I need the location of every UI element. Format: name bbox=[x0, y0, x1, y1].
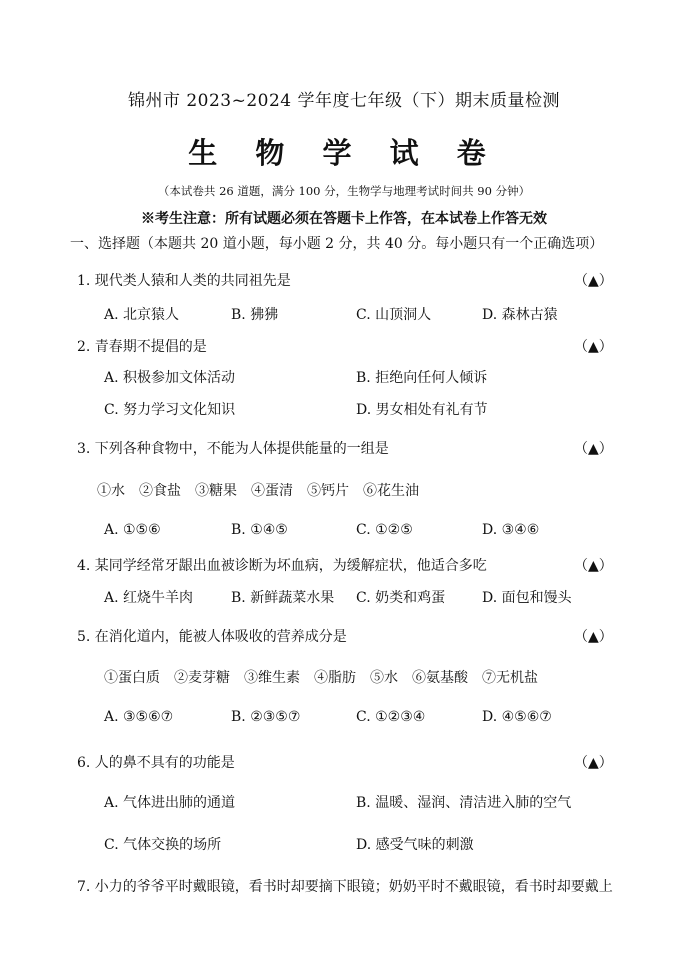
question-5-answer-mark: （▲） bbox=[574, 629, 613, 645]
question-1-stem: 1. 现代类人猿和人类的共同祖先是 bbox=[77, 273, 291, 289]
question-6-option-b: B. 温暖、湿润、清洁进入肺的空气 bbox=[356, 795, 572, 811]
question-5-option-b: B. ②③⑤⑦ bbox=[231, 709, 301, 725]
section-title: 一、选择题（本题共 20 道小题，每小题 2 分，共 40 分。每小题只有一个正确选项） bbox=[70, 236, 604, 252]
question-3-answer-mark: （▲） bbox=[574, 441, 613, 457]
question-4-answer-mark: （▲） bbox=[574, 558, 613, 574]
question-6-stem: 6. 人的鼻不具有的功能是 bbox=[77, 755, 235, 771]
question-7-stem: 7. 小力的爷爷平时戴眼镜，看书时却要摘下眼镜；奶奶平时不戴眼镜，看书时却要戴上 bbox=[77, 879, 613, 895]
question-2-option-d: D. 男女相处有礼有节 bbox=[356, 402, 488, 418]
question-5-option-d: D. ④⑤⑥⑦ bbox=[482, 709, 552, 725]
question-2-option-b: B. 拒绝向任何人倾诉 bbox=[356, 370, 488, 386]
question-3-option-b: B. ①④⑤ bbox=[231, 522, 288, 538]
exam-info: （本试卷共 26 道题，满分 100 分，生物学与地理考试时间共 90 分钟） bbox=[157, 184, 531, 198]
question-2-stem: 2. 青春期不提倡的是 bbox=[77, 339, 207, 355]
question-6-option-a: A. 气体进出肺的通道 bbox=[104, 795, 236, 811]
question-6-answer-mark: （▲） bbox=[574, 755, 613, 771]
question-6-option-c: C. 气体交换的场所 bbox=[104, 837, 222, 853]
subject-title: 生 物 学 试 卷 bbox=[188, 136, 500, 170]
question-5-option-a: A. ③⑤⑥⑦ bbox=[104, 709, 174, 725]
question-3-stem: 3. 下列各种食物中，不能为人体提供能量的一组是 bbox=[77, 441, 389, 457]
exam-title: 锦州市 2023~2024 学年度七年级（下）期末质量检测 bbox=[127, 91, 561, 111]
question-2-answer-mark: （▲） bbox=[574, 339, 613, 355]
question-3-option-a: A. ①⑤⑥ bbox=[104, 522, 161, 538]
question-4-stem: 4. 某同学经常牙龈出血被诊断为坏血病，为缓解症状，他适合多吃 bbox=[77, 558, 487, 574]
question-4-option-a: A. 红烧牛羊肉 bbox=[104, 590, 194, 606]
question-4-option-d: D. 面包和馒头 bbox=[482, 590, 572, 606]
question-6-option-d: D. 感受气味的刺激 bbox=[356, 837, 474, 853]
question-5-items: ①蛋白质 ②麦芽糖 ③维生素 ④脂肪 ⑤水 ⑥氨基酸 ⑦无机盐 bbox=[104, 670, 538, 686]
question-1-answer-mark: （▲） bbox=[574, 273, 613, 289]
question-3-option-c: C. ①②⑤ bbox=[356, 522, 413, 538]
question-4-option-b: B. 新鲜蔬菜水果 bbox=[231, 590, 335, 606]
question-1-option-b: B. 狒狒 bbox=[231, 307, 279, 323]
question-2-option-a: A. 积极参加文体活动 bbox=[104, 370, 236, 386]
question-1-option-d: D. 森林古猿 bbox=[482, 307, 558, 323]
exam-notice: ※考生注意：所有试题必须在答题卡上作答，在本试卷上作答无效 bbox=[141, 211, 547, 227]
question-1-option-a: A. 北京猿人 bbox=[104, 307, 180, 323]
question-3-items: ①水 ②食盐 ③糖果 ④蛋清 ⑤钙片 ⑥花生油 bbox=[97, 483, 419, 499]
question-4-option-c: C. 奶类和鸡蛋 bbox=[356, 590, 446, 606]
question-3-option-d: D. ③④⑥ bbox=[482, 522, 540, 538]
question-1-option-c: C. 山顶洞人 bbox=[356, 307, 432, 323]
question-5-stem: 5. 在消化道内，能被人体吸收的营养成分是 bbox=[77, 629, 347, 645]
question-5-option-c: C. ①②③④ bbox=[356, 709, 426, 725]
question-2-option-c: C. 努力学习文化知识 bbox=[104, 402, 236, 418]
